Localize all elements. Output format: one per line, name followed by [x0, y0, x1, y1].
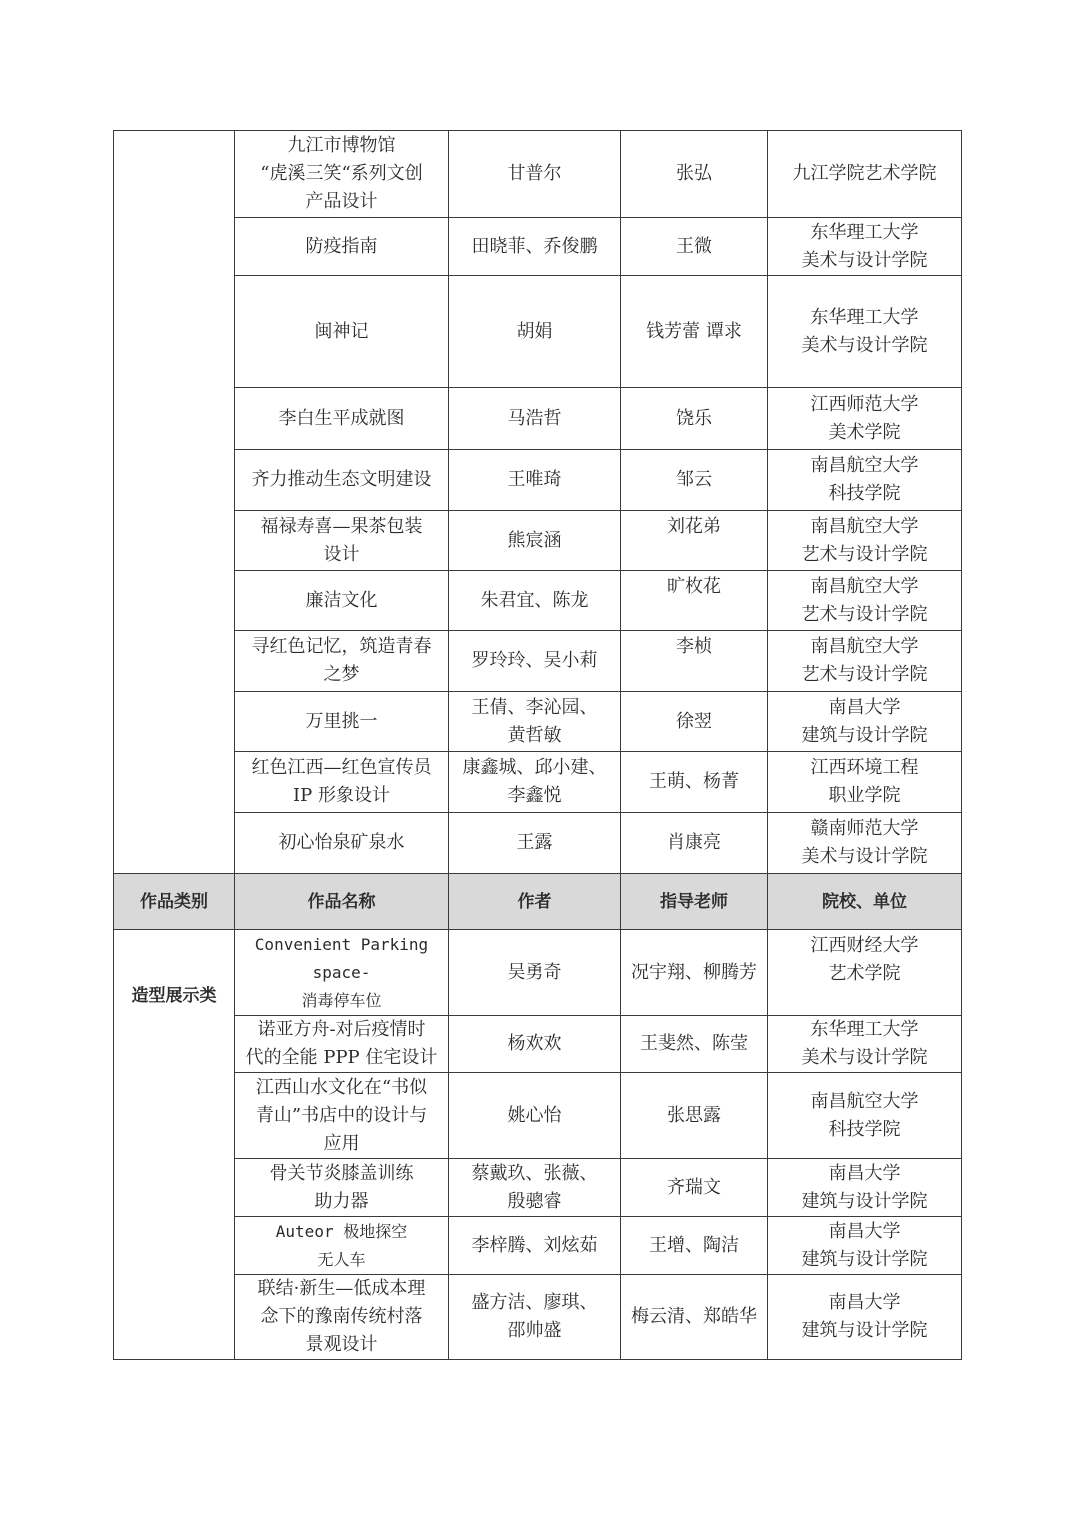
- table-row: [114, 692, 962, 752]
- work-title: 万里挑一: [235, 692, 449, 752]
- category-cell: 造型展示类: [114, 930, 235, 1360]
- table-header-row: [114, 874, 962, 930]
- header-category: 作品类别: [114, 874, 235, 930]
- work-author: 胡娟: [449, 276, 621, 388]
- header-author: 作者: [449, 874, 621, 930]
- work-advisor: 张思露: [621, 1073, 768, 1159]
- work-school: 江西师范大学 美术学院: [768, 388, 962, 450]
- work-title: 福禄寿喜—果茶包装 设计: [235, 511, 449, 571]
- table-row: [114, 752, 962, 813]
- work-title: 红色江西—红色宣传员 IP 形象设计: [235, 752, 449, 813]
- work-advisor: 旷枚花: [621, 571, 768, 631]
- work-school: 江西财经大学 艺术学院: [768, 930, 962, 1016]
- table-row: [114, 1016, 962, 1073]
- work-author: 王倩、李沁园、 黄哲敏: [449, 692, 621, 752]
- work-advisor: 张弘: [621, 131, 768, 218]
- work-author: 姚心怡: [449, 1073, 621, 1159]
- work-title: 骨关节炎膝盖训练 助力器: [235, 1159, 449, 1217]
- work-school: 南昌航空大学 科技学院: [768, 1073, 962, 1159]
- work-title: 寻红色记忆，筑造青春 之梦: [235, 631, 449, 692]
- work-title: Convenient Parking space- 消毒停车位: [235, 930, 449, 1016]
- work-school: 南昌航空大学 艺术与设计学院: [768, 511, 962, 571]
- work-title: 齐力推动生态文明建设: [235, 450, 449, 511]
- table-row: [114, 930, 962, 1016]
- work-author: 甘普尔: [449, 131, 621, 218]
- table-row: [114, 276, 962, 388]
- work-title: 廉洁文化: [235, 571, 449, 631]
- header-advisor: 指导老师: [621, 874, 768, 930]
- header-title: 作品名称: [235, 874, 449, 930]
- work-advisor: 邹云: [621, 450, 768, 511]
- work-advisor: 王萌、杨菁: [621, 752, 768, 813]
- table-row: [114, 813, 962, 874]
- work-author: 康鑫城、邱小建、 李鑫悦: [449, 752, 621, 813]
- work-title: 李白生平成就图: [235, 388, 449, 450]
- work-school: 南昌大学 建筑与设计学院: [768, 1275, 962, 1360]
- category-cell-empty: [114, 131, 235, 874]
- work-title: 联结·新生—低成本理 念下的豫南传统村落 景观设计: [235, 1275, 449, 1360]
- work-author: 蔡戴玖、张薇、 殷骢睿: [449, 1159, 621, 1217]
- work-school: 南昌大学 建筑与设计学院: [768, 1217, 962, 1275]
- table-row: [114, 131, 962, 218]
- work-author: 田晓菲、乔俊鹏: [449, 218, 621, 276]
- work-author: 罗玲玲、吴小莉: [449, 631, 621, 692]
- table-row: [114, 1159, 962, 1217]
- work-author: 吴勇奇: [449, 930, 621, 1016]
- table-row: [114, 571, 962, 631]
- work-title: Auteor 极地探空 无人车: [235, 1217, 449, 1275]
- work-title: 防疫指南: [235, 218, 449, 276]
- work-advisor: 刘花弟: [621, 511, 768, 571]
- header-school: 院校、单位: [768, 874, 962, 930]
- work-school: 赣南师范大学 美术与设计学院: [768, 813, 962, 874]
- work-school: 九江学院艺术学院: [768, 131, 962, 218]
- work-author: 李梓腾、刘炫茹: [449, 1217, 621, 1275]
- work-advisor: 梅云清、郑皓华: [621, 1275, 768, 1360]
- work-author: 王露: [449, 813, 621, 874]
- work-school: 东华理工大学 美术与设计学院: [768, 218, 962, 276]
- work-advisor: 况宇翔、柳腾芳: [621, 930, 768, 1016]
- table-row: [114, 218, 962, 276]
- work-school: 南昌航空大学 艺术与设计学院: [768, 631, 962, 692]
- work-school: 南昌大学 建筑与设计学院: [768, 1159, 962, 1217]
- work-advisor: 钱芳蕾 谭求: [621, 276, 768, 388]
- table-row: [114, 450, 962, 511]
- work-school: 江西环境工程 职业学院: [768, 752, 962, 813]
- work-advisor: 肖康亮: [621, 813, 768, 874]
- work-advisor: 李桢: [621, 631, 768, 692]
- table-row: [114, 1275, 962, 1360]
- work-school: 南昌大学 建筑与设计学院: [768, 692, 962, 752]
- work-author: 熊宸涵: [449, 511, 621, 571]
- work-author: 朱君宜、陈龙: [449, 571, 621, 631]
- work-school: 东华理工大学 美术与设计学院: [768, 1016, 962, 1073]
- table-row: [114, 511, 962, 571]
- work-advisor: 齐瑞文: [621, 1159, 768, 1217]
- work-advisor: 饶乐: [621, 388, 768, 450]
- award-table: [113, 130, 962, 1360]
- table-row: [114, 631, 962, 692]
- work-title: 闽神记: [235, 276, 449, 388]
- work-title: 江西山水文化在“书似 青山”书店中的设计与 应用: [235, 1073, 449, 1159]
- work-author: 盛方洁、廖琪、 邵帅盛: [449, 1275, 621, 1360]
- work-author: 马浩哲: [449, 388, 621, 450]
- work-title: 诺亚方舟-对后疫情时 代的全能 PPP 住宅设计: [235, 1016, 449, 1073]
- work-school: 南昌航空大学 艺术与设计学院: [768, 571, 962, 631]
- work-advisor: 王增、陶洁: [621, 1217, 768, 1275]
- work-author: 杨欢欢: [449, 1016, 621, 1073]
- work-title: 初心怡泉矿泉水: [235, 813, 449, 874]
- work-author: 王唯琦: [449, 450, 621, 511]
- work-advisor: 徐翌: [621, 692, 768, 752]
- work-advisor: 王斐然、陈莹: [621, 1016, 768, 1073]
- table-row: [114, 1217, 962, 1275]
- table-row: [114, 1073, 962, 1159]
- work-title: 九江市博物馆 “虎溪三笑“系列文创 产品设计: [235, 131, 449, 218]
- work-school: 南昌航空大学 科技学院: [768, 450, 962, 511]
- work-school: 东华理工大学 美术与设计学院: [768, 276, 962, 388]
- table-row: [114, 388, 962, 450]
- work-advisor: 王微: [621, 218, 768, 276]
